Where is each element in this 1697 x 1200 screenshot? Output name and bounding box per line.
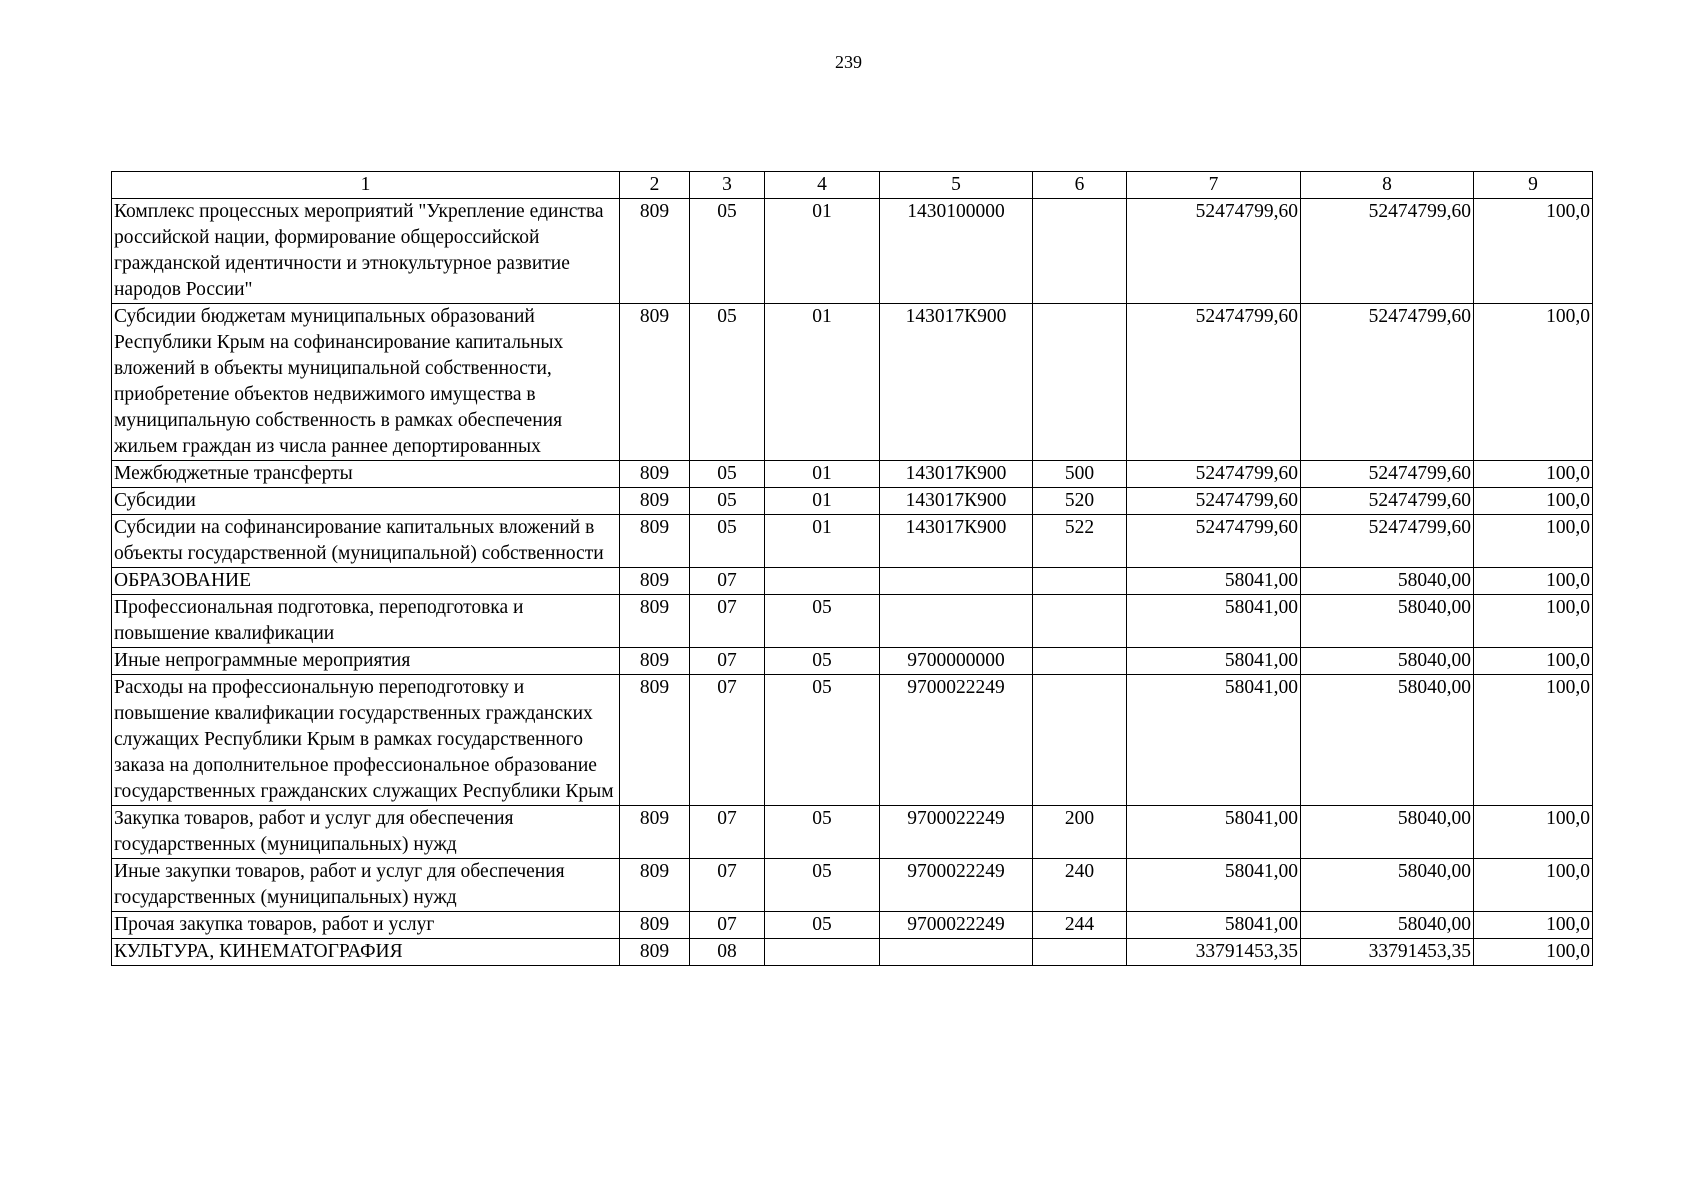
table-row xyxy=(112,648,1593,675)
section-code-cell: 809 xyxy=(620,515,690,568)
planned-amount-cell: 52474799,60 xyxy=(1127,461,1301,488)
subsection-code-cell: 05 xyxy=(765,859,880,912)
target-article-cell: 9700022249 xyxy=(880,859,1033,912)
table-row xyxy=(112,939,1593,966)
section-code-cell: 809 xyxy=(620,806,690,859)
expense-type-cell: 240 xyxy=(1033,859,1127,912)
percent-cell: 100,0 xyxy=(1474,568,1593,595)
table-row xyxy=(112,806,1593,859)
planned-amount-cell: 58041,00 xyxy=(1127,912,1301,939)
executed-amount-cell: 52474799,60 xyxy=(1301,515,1474,568)
item-name-cell: Иные закупки товаров, работ и услуг для обеспечения государственных (муниципальных) нужд xyxy=(112,859,620,912)
item-name-cell: Расходы на профессиональную переподготовку и повышение квалификации государственных гражданских служащих Республики Крым в рамках государственного заказа на дополнительное профессиональное образование государственных гражданских служащих Республики Крым xyxy=(112,675,620,806)
column-header: 3 xyxy=(690,172,765,199)
table-row xyxy=(112,304,1593,461)
chapter-code-cell: 05 xyxy=(690,304,765,461)
item-name-cell: Комплекс процессных мероприятий "Укрепление единства российской нации, формирование общероссийской гражданской идентичности и этнокультурное развитие народов России" xyxy=(112,199,620,304)
chapter-code-cell: 07 xyxy=(690,595,765,648)
percent-cell: 100,0 xyxy=(1474,199,1593,304)
section-code-cell: 809 xyxy=(620,595,690,648)
table-row xyxy=(112,199,1593,304)
chapter-code-cell: 05 xyxy=(690,488,765,515)
subsection-code-cell: 05 xyxy=(765,648,880,675)
subsection-code-cell: 05 xyxy=(765,595,880,648)
expense-type-cell: 244 xyxy=(1033,912,1127,939)
target-article-cell: 143017К900 xyxy=(880,488,1033,515)
table-row xyxy=(112,568,1593,595)
target-article-cell: 143017К900 xyxy=(880,461,1033,488)
executed-amount-cell: 58040,00 xyxy=(1301,568,1474,595)
budget-table xyxy=(111,171,1593,966)
section-code-cell: 809 xyxy=(620,488,690,515)
executed-amount-cell: 58040,00 xyxy=(1301,806,1474,859)
item-name-cell: Закупка товаров, работ и услуг для обеспечения государственных (муниципальных) нужд xyxy=(112,806,620,859)
item-name-cell: Иные непрограммные мероприятия xyxy=(112,648,620,675)
expense-type-cell xyxy=(1033,304,1127,461)
column-header: 6 xyxy=(1033,172,1127,199)
table-row xyxy=(112,859,1593,912)
table-row xyxy=(112,461,1593,488)
percent-cell: 100,0 xyxy=(1474,488,1593,515)
planned-amount-cell: 58041,00 xyxy=(1127,675,1301,806)
target-article-cell: 9700022249 xyxy=(880,912,1033,939)
percent-cell: 100,0 xyxy=(1474,648,1593,675)
target-article-cell xyxy=(880,568,1033,595)
expense-type-cell xyxy=(1033,675,1127,806)
planned-amount-cell: 58041,00 xyxy=(1127,648,1301,675)
chapter-code-cell: 05 xyxy=(690,461,765,488)
target-article-cell: 143017К900 xyxy=(880,304,1033,461)
executed-amount-cell: 33791453,35 xyxy=(1301,939,1474,966)
expense-type-cell: 200 xyxy=(1033,806,1127,859)
planned-amount-cell: 58041,00 xyxy=(1127,595,1301,648)
section-code-cell: 809 xyxy=(620,568,690,595)
item-name-cell: Профессиональная подготовка, переподготовка и повышение квалификации xyxy=(112,595,620,648)
section-code-cell: 809 xyxy=(620,912,690,939)
percent-cell: 100,0 xyxy=(1474,912,1593,939)
section-code-cell: 809 xyxy=(620,461,690,488)
column-header: 5 xyxy=(880,172,1033,199)
chapter-code-cell: 05 xyxy=(690,515,765,568)
percent-cell: 100,0 xyxy=(1474,675,1593,806)
chapter-code-cell: 07 xyxy=(690,859,765,912)
expense-type-cell xyxy=(1033,648,1127,675)
section-code-cell: 809 xyxy=(620,648,690,675)
planned-amount-cell: 58041,00 xyxy=(1127,859,1301,912)
planned-amount-cell: 58041,00 xyxy=(1127,806,1301,859)
executed-amount-cell: 58040,00 xyxy=(1301,648,1474,675)
chapter-code-cell: 08 xyxy=(690,939,765,966)
percent-cell: 100,0 xyxy=(1474,304,1593,461)
column-header: 7 xyxy=(1127,172,1301,199)
subsection-code-cell: 01 xyxy=(765,461,880,488)
target-article-cell: 9700022249 xyxy=(880,675,1033,806)
table-row xyxy=(112,912,1593,939)
chapter-code-cell: 07 xyxy=(690,806,765,859)
header-row xyxy=(112,172,1593,199)
chapter-code-cell: 05 xyxy=(690,199,765,304)
subsection-code-cell xyxy=(765,568,880,595)
section-code-cell: 809 xyxy=(620,199,690,304)
expense-type-cell xyxy=(1033,199,1127,304)
planned-amount-cell: 52474799,60 xyxy=(1127,515,1301,568)
table-row xyxy=(112,488,1593,515)
column-header: 8 xyxy=(1301,172,1474,199)
planned-amount-cell: 33791453,35 xyxy=(1127,939,1301,966)
expense-type-cell xyxy=(1033,568,1127,595)
executed-amount-cell: 58040,00 xyxy=(1301,595,1474,648)
subsection-code-cell: 05 xyxy=(765,806,880,859)
item-name-cell: КУЛЬТУРА, КИНЕМАТОГРАФИЯ xyxy=(112,939,620,966)
executed-amount-cell: 52474799,60 xyxy=(1301,304,1474,461)
section-code-cell: 809 xyxy=(620,304,690,461)
column-header: 2 xyxy=(620,172,690,199)
table-row xyxy=(112,675,1593,806)
column-header: 9 xyxy=(1474,172,1593,199)
item-name-cell: Субсидии на софинансирование капитальных вложений в объекты государственной (муниципальной) собственности xyxy=(112,515,620,568)
percent-cell: 100,0 xyxy=(1474,806,1593,859)
subsection-code-cell xyxy=(765,939,880,966)
item-name-cell: ОБРАЗОВАНИЕ xyxy=(112,568,620,595)
subsection-code-cell: 01 xyxy=(765,515,880,568)
subsection-code-cell: 01 xyxy=(765,488,880,515)
target-article-cell: 1430100000 xyxy=(880,199,1033,304)
subsection-code-cell: 05 xyxy=(765,675,880,806)
target-article-cell: 9700022249 xyxy=(880,806,1033,859)
table-row xyxy=(112,595,1593,648)
executed-amount-cell: 58040,00 xyxy=(1301,675,1474,806)
percent-cell: 100,0 xyxy=(1474,859,1593,912)
planned-amount-cell: 58041,00 xyxy=(1127,568,1301,595)
item-name-cell: Субсидии бюджетам муниципальных образований Республики Крым на софинансирование капитальных вложений в объекты муниципальной собственности, приобретение объектов недвижимого имущества в муниципальную собственность в рамках обеспечения жильем граждан из числа раннее депортированных xyxy=(112,304,620,461)
expense-type-cell: 520 xyxy=(1033,488,1127,515)
column-header: 4 xyxy=(765,172,880,199)
table-body xyxy=(112,199,1593,966)
target-article-cell: 9700000000 xyxy=(880,648,1033,675)
target-article-cell xyxy=(880,595,1033,648)
column-header: 1 xyxy=(112,172,620,199)
executed-amount-cell: 52474799,60 xyxy=(1301,199,1474,304)
percent-cell: 100,0 xyxy=(1474,595,1593,648)
table-row xyxy=(112,515,1593,568)
percent-cell: 100,0 xyxy=(1474,939,1593,966)
expense-type-cell xyxy=(1033,939,1127,966)
target-article-cell: 143017К900 xyxy=(880,515,1033,568)
subsection-code-cell: 05 xyxy=(765,912,880,939)
item-name-cell: Прочая закупка товаров, работ и услуг xyxy=(112,912,620,939)
chapter-code-cell: 07 xyxy=(690,675,765,806)
expense-type-cell: 500 xyxy=(1033,461,1127,488)
planned-amount-cell: 52474799,60 xyxy=(1127,488,1301,515)
subsection-code-cell: 01 xyxy=(765,199,880,304)
subsection-code-cell: 01 xyxy=(765,304,880,461)
section-code-cell: 809 xyxy=(620,939,690,966)
percent-cell: 100,0 xyxy=(1474,515,1593,568)
percent-cell: 100,0 xyxy=(1474,461,1593,488)
section-code-cell: 809 xyxy=(620,675,690,806)
executed-amount-cell: 58040,00 xyxy=(1301,859,1474,912)
chapter-code-cell: 07 xyxy=(690,568,765,595)
item-name-cell: Субсидии xyxy=(112,488,620,515)
section-code-cell: 809 xyxy=(620,859,690,912)
chapter-code-cell: 07 xyxy=(690,912,765,939)
planned-amount-cell: 52474799,60 xyxy=(1127,304,1301,461)
item-name-cell: Межбюджетные трансферты xyxy=(112,461,620,488)
planned-amount-cell: 52474799,60 xyxy=(1127,199,1301,304)
executed-amount-cell: 58040,00 xyxy=(1301,912,1474,939)
page-number: 239 xyxy=(835,52,862,72)
target-article-cell xyxy=(880,939,1033,966)
expense-type-cell xyxy=(1033,595,1127,648)
chapter-code-cell: 07 xyxy=(690,648,765,675)
executed-amount-cell: 52474799,60 xyxy=(1301,488,1474,515)
executed-amount-cell: 52474799,60 xyxy=(1301,461,1474,488)
expense-type-cell: 522 xyxy=(1033,515,1127,568)
